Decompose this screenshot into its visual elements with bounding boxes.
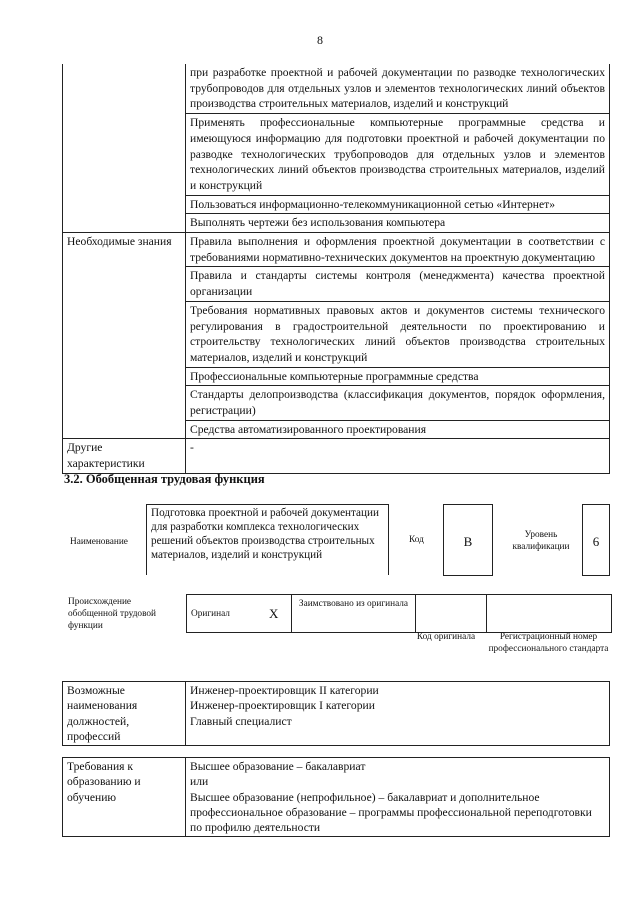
positions-label: Возможные наименования должностей, профессий bbox=[63, 682, 186, 746]
position-item: Инженер-проектировщик II категории bbox=[190, 684, 379, 697]
page-number: 8 bbox=[317, 33, 323, 47]
gtf-name-label: Наименование bbox=[70, 537, 128, 547]
education-label: Требования к образованию и обучению bbox=[63, 758, 186, 837]
education-values bbox=[186, 758, 610, 837]
origin-borrowed-label: Заимствовано из оригинала bbox=[292, 595, 416, 633]
knowledge-item: Стандарты делопроизводства (классификация документов, порядок оформления, регистрации) bbox=[186, 386, 610, 420]
education-item: или bbox=[190, 775, 209, 789]
knowledge-item: Правила выполнения и оформления проектной документации в соответствии с требованиями нормативно-технических документов на проектную документацию bbox=[186, 233, 610, 267]
gtf-level-value: 6 bbox=[582, 504, 610, 576]
skills-continued-label-cell bbox=[63, 64, 186, 233]
skill-item: при разработке проектной и рабочей документации по разводке технологических трубопроводов для отдельных узлов и элементов технологических линий объектов производства строительных материалов, изделий и конструкций bbox=[186, 64, 610, 114]
origin-code-cell bbox=[416, 595, 487, 633]
skills-knowledge-table bbox=[62, 64, 610, 474]
origin-reg-cell bbox=[487, 595, 612, 633]
other-characteristics-value: - bbox=[186, 439, 610, 473]
education-item: Высшее образование (непрофильное) – бакалавриат и дополнительное профессиональное образование – программы профессиональной переподготовки по профилю деятельности bbox=[190, 790, 592, 835]
section-title: 3.2. Обобщенная трудовая функция bbox=[64, 472, 265, 486]
gtf-level-label: Уровень квалификации bbox=[512, 530, 570, 552]
positions-values bbox=[186, 682, 610, 746]
gtf-name-value: Подготовка проектной и рабочей документации для разработки комплекса технологических решений объектов производства строительных материалов, изделий и конструкций bbox=[146, 504, 389, 575]
origin-original-label: Оригинал bbox=[187, 595, 266, 633]
knowledge-label: Необходимые знания bbox=[63, 233, 186, 439]
skill-item: Пользоваться информационно-телекоммуникационной сетью «Интернет» bbox=[186, 195, 610, 214]
gtf-code-value: В bbox=[443, 504, 493, 576]
skill-item: Применять профессиональные компьютерные программные средства и имеющуюся информацию для подготовки проектной и рабочей документации по разводке технологических трубопроводов для отдельных узлов и элементов технологических линий объектов производства строительных материалов, изделий и конструкций bbox=[186, 114, 610, 196]
knowledge-item: Требования нормативных правовых актов и документов системы технического регулирования в градостроительной деятельности по проектированию и строительству технологических линий объектов производства строительных материалов, изделий и конструкций bbox=[186, 301, 610, 367]
knowledge-item: Правила и стандарты системы контроля (менеджмента) качества проектной организации bbox=[186, 267, 610, 301]
origin-label: Происхождение обобщенной трудовой функции bbox=[68, 597, 157, 631]
positions-table bbox=[62, 681, 610, 746]
other-characteristics-label: Другие характеристики bbox=[63, 439, 186, 473]
origin-code-caption: Код оригинала bbox=[416, 632, 476, 642]
position-item: Инженер-проектировщик I категории bbox=[190, 699, 375, 713]
education-item: Высшее образование – бакалавриат bbox=[190, 760, 366, 773]
knowledge-item: Профессиональные компьютерные программные средства bbox=[186, 367, 610, 386]
origin-original-mark: X bbox=[265, 595, 292, 633]
origin-reg-caption: Регистрационный номер профессионального стандарта bbox=[488, 632, 609, 654]
skill-item: Выполнять чертежи без использования компьютера bbox=[186, 214, 610, 233]
knowledge-item: Средства автоматизированного проектирования bbox=[186, 420, 610, 439]
gtf-code-label: Код bbox=[409, 535, 424, 545]
education-table bbox=[62, 757, 610, 837]
position-item: Главный специалист bbox=[190, 714, 292, 728]
origin-table bbox=[186, 594, 612, 633]
